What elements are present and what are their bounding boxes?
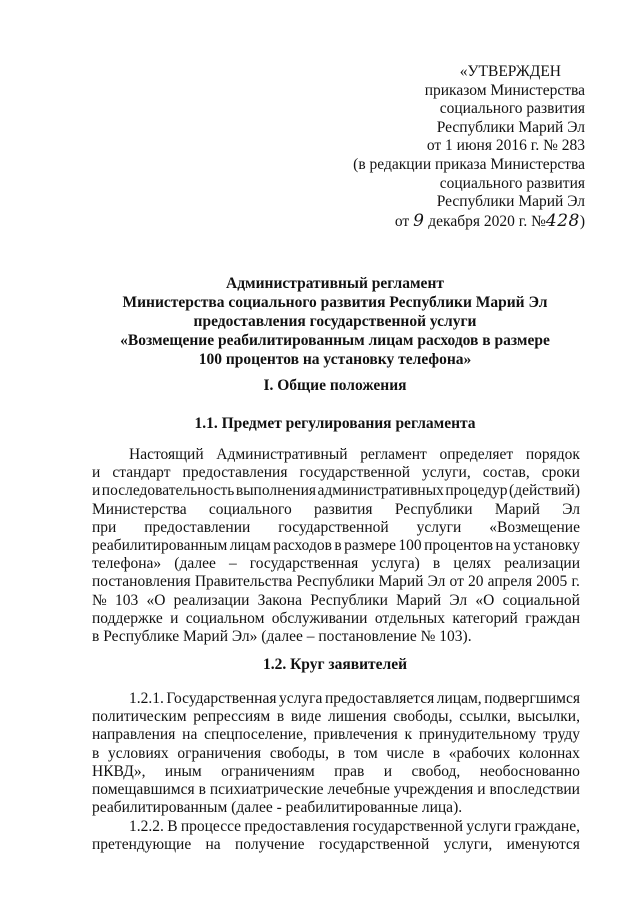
word: направления <box>92 726 176 744</box>
text-line <box>92 763 580 781</box>
word: 1.2.2. <box>129 818 164 835</box>
word: учреждения <box>393 781 474 799</box>
word: развития <box>313 500 373 518</box>
word: выполнения <box>235 482 317 500</box>
word: в <box>432 744 441 762</box>
handwritten-number: 428 <box>545 210 580 231</box>
word: ограничениям <box>221 762 315 780</box>
word: «О <box>146 591 166 609</box>
word: при <box>92 518 117 536</box>
word: Министерства <box>92 500 187 518</box>
word: административных <box>317 482 444 500</box>
word: психиатрические <box>209 781 324 799</box>
word: постановления <box>92 573 191 591</box>
word: лишения <box>327 708 387 726</box>
word: впоследствии <box>489 781 580 799</box>
word: привлечения <box>313 726 398 744</box>
word: колоннах <box>518 744 580 762</box>
word: Республики <box>296 573 375 591</box>
title-line: предоставления государственной услуги <box>193 313 477 330</box>
word: – <box>228 555 237 573</box>
word: целях <box>453 555 492 573</box>
word: в <box>92 744 100 762</box>
paragraph-1-2-2 <box>92 818 580 854</box>
word: апреля <box>487 573 533 591</box>
title-line: «Возмещение реабилитированным лицам расходов в размере <box>120 332 550 349</box>
approval-line: от 1 июня 2016 г. № 283 <box>426 137 585 155</box>
word: к <box>404 726 413 744</box>
word: и <box>92 482 101 500</box>
word: В <box>167 818 178 835</box>
word: необоснованно <box>479 762 580 780</box>
word: 2005 <box>536 573 568 591</box>
word: «О <box>475 591 495 609</box>
word: услуги <box>466 818 512 835</box>
word: прав <box>334 762 365 780</box>
word: политическим <box>92 708 187 726</box>
text-line: реабилитированным (далее - реабилитированные лица). <box>92 799 463 817</box>
word: государственной <box>299 464 410 482</box>
word: реализации <box>173 591 250 609</box>
approval-line: приказом Министерства <box>424 81 585 99</box>
title-line: Министерства социального развития Республики Марий Эл <box>122 294 548 311</box>
word: Эл <box>449 591 468 609</box>
word: виде <box>290 708 322 726</box>
word: числе <box>386 744 424 762</box>
word: получение <box>235 836 305 854</box>
word: свобод, <box>411 762 461 780</box>
word: размере <box>344 537 396 555</box>
word: г. <box>571 573 580 591</box>
word: состав, <box>482 464 530 482</box>
word: и <box>92 464 101 482</box>
text-line <box>92 708 580 726</box>
word: последовательность <box>101 482 235 500</box>
word: категорий <box>452 609 518 627</box>
word: на <box>205 836 221 854</box>
text-line <box>92 726 580 744</box>
word: процедур <box>445 482 508 500</box>
word: спецпоселение, <box>204 726 307 744</box>
text-line <box>92 482 580 500</box>
word: услуги, <box>443 836 493 854</box>
word: процессе <box>180 818 242 835</box>
text-line <box>92 501 580 519</box>
approval-line: «УТВЕРЖДЕН <box>459 63 561 80</box>
approval-line: Республики Марий Эл <box>436 193 585 211</box>
word: (действий) <box>509 482 580 500</box>
word: иным <box>164 762 202 780</box>
word: расходов <box>273 537 332 555</box>
word: подвергшимся <box>484 690 580 707</box>
word: Республики <box>394 500 473 518</box>
word: в <box>198 781 206 799</box>
text-line <box>92 555 580 573</box>
word: труду <box>543 726 580 744</box>
word: помещавшимся <box>92 781 195 799</box>
text-line <box>92 446 580 464</box>
word: Эл <box>427 573 446 591</box>
text-line <box>92 519 580 537</box>
word: сроки <box>541 464 580 482</box>
approval-line: (в редакции приказа Министерства <box>353 155 585 173</box>
word: в <box>334 537 342 555</box>
text-line <box>92 610 580 628</box>
word: Закона <box>257 591 302 609</box>
word: граждане, <box>514 818 580 835</box>
approval-date-line <box>325 212 585 232</box>
word: на <box>495 537 511 555</box>
word: реабилитированным <box>92 537 228 555</box>
word: и <box>477 781 486 799</box>
word: Настоящий <box>129 446 204 463</box>
word: лицам <box>229 537 271 555</box>
section-heading: I. Общие положения <box>263 377 407 394</box>
word: Государственная <box>166 690 277 707</box>
word: государственной <box>318 836 430 854</box>
word: предоставления <box>244 818 350 835</box>
word: претендующие <box>92 836 192 854</box>
word: в <box>337 744 346 762</box>
text-line <box>92 745 580 763</box>
word: установку <box>513 537 580 555</box>
word: том <box>353 744 378 762</box>
word: свободы, <box>269 744 330 762</box>
word: 100 <box>398 537 422 555</box>
word: услуги <box>416 518 462 536</box>
word: в <box>276 708 285 726</box>
word: Марий <box>378 573 424 591</box>
word: социальной <box>502 591 580 609</box>
word: свободы, <box>393 708 453 726</box>
word: «рабочих <box>448 744 511 762</box>
document-title <box>80 274 590 369</box>
word: поддержке <box>92 609 163 627</box>
word: условиях <box>108 744 169 762</box>
word: Правительства <box>194 573 293 591</box>
word: ограничения <box>177 744 262 762</box>
word: государственной <box>352 818 464 835</box>
word: услуга) <box>371 555 420 573</box>
text-line <box>92 818 580 836</box>
word: обслуживании <box>271 609 368 627</box>
word: Республики <box>310 591 388 609</box>
paragraph-1-1 <box>92 446 580 646</box>
word: именуются <box>506 836 580 854</box>
word: и <box>170 609 179 627</box>
text-line <box>92 592 580 610</box>
word: стандарт <box>112 464 171 482</box>
word: (далее <box>174 555 216 573</box>
word: ссылки, <box>459 708 511 726</box>
word: реализации <box>504 555 580 573</box>
word: лечебные <box>327 781 390 799</box>
text-line: в Республике Марий Эл» (далее – постановление № 103). <box>92 628 472 646</box>
date-prefix: от <box>394 212 410 230</box>
word: предоставлении <box>144 518 251 536</box>
paragraph-1-2-1 <box>92 690 580 817</box>
word: услуга <box>279 690 323 707</box>
word: государственная <box>249 555 359 573</box>
word: телефона» <box>92 555 162 573</box>
handwritten-day: 9 <box>413 210 425 231</box>
word: и <box>383 762 393 780</box>
word: принудительному <box>418 726 537 744</box>
approval-line: Республики Марий Эл <box>436 118 585 136</box>
approval-line: социального развития <box>439 174 585 192</box>
word: высылки, <box>517 708 580 726</box>
text-line <box>92 836 580 854</box>
word: № <box>92 591 107 609</box>
word: предоставления <box>182 464 288 482</box>
word: от <box>449 573 464 591</box>
word: Марий <box>494 500 540 518</box>
word: процентов <box>424 537 494 555</box>
word: в <box>432 555 441 573</box>
text-line <box>92 464 580 482</box>
approval-block <box>325 63 585 231</box>
text-line <box>92 537 580 555</box>
word: «Возмещение <box>489 518 580 536</box>
word: Марий <box>396 591 442 609</box>
word: Эл <box>562 500 580 518</box>
word: 103 <box>115 591 139 609</box>
word: репрессиям <box>193 708 271 726</box>
word: услуги, <box>422 464 471 482</box>
date-middle: декабря 2020 г. № <box>428 212 546 230</box>
word: государственной <box>278 518 389 536</box>
word: предоставляется <box>324 690 435 707</box>
word: НКВД», <box>92 762 146 780</box>
word: определяет <box>439 446 514 463</box>
text-line <box>92 781 580 799</box>
title-line: 100 процентов на установку телефона» <box>198 351 472 368</box>
word: социального <box>208 500 292 518</box>
approval-line: социального развития <box>439 100 585 118</box>
subsection-heading: 1.1. Предмет регулирования регламента <box>194 415 476 432</box>
subsection-heading: 1.2. Круг заявителей <box>262 656 408 673</box>
word: граждан <box>525 609 580 627</box>
word: лицам, <box>436 690 482 707</box>
word: регламент <box>360 446 427 463</box>
word: 20 <box>468 573 484 591</box>
word: отдельных <box>374 609 445 627</box>
text-line <box>92 690 580 708</box>
text-line <box>92 573 580 591</box>
word: 1.2.1. <box>129 690 164 707</box>
date-suffix: ) <box>579 212 585 230</box>
word: социальном <box>185 609 265 627</box>
word: Административный <box>216 446 348 463</box>
word: порядок <box>525 446 580 463</box>
word: на <box>182 726 198 744</box>
title-line: Административный регламент <box>226 275 444 292</box>
